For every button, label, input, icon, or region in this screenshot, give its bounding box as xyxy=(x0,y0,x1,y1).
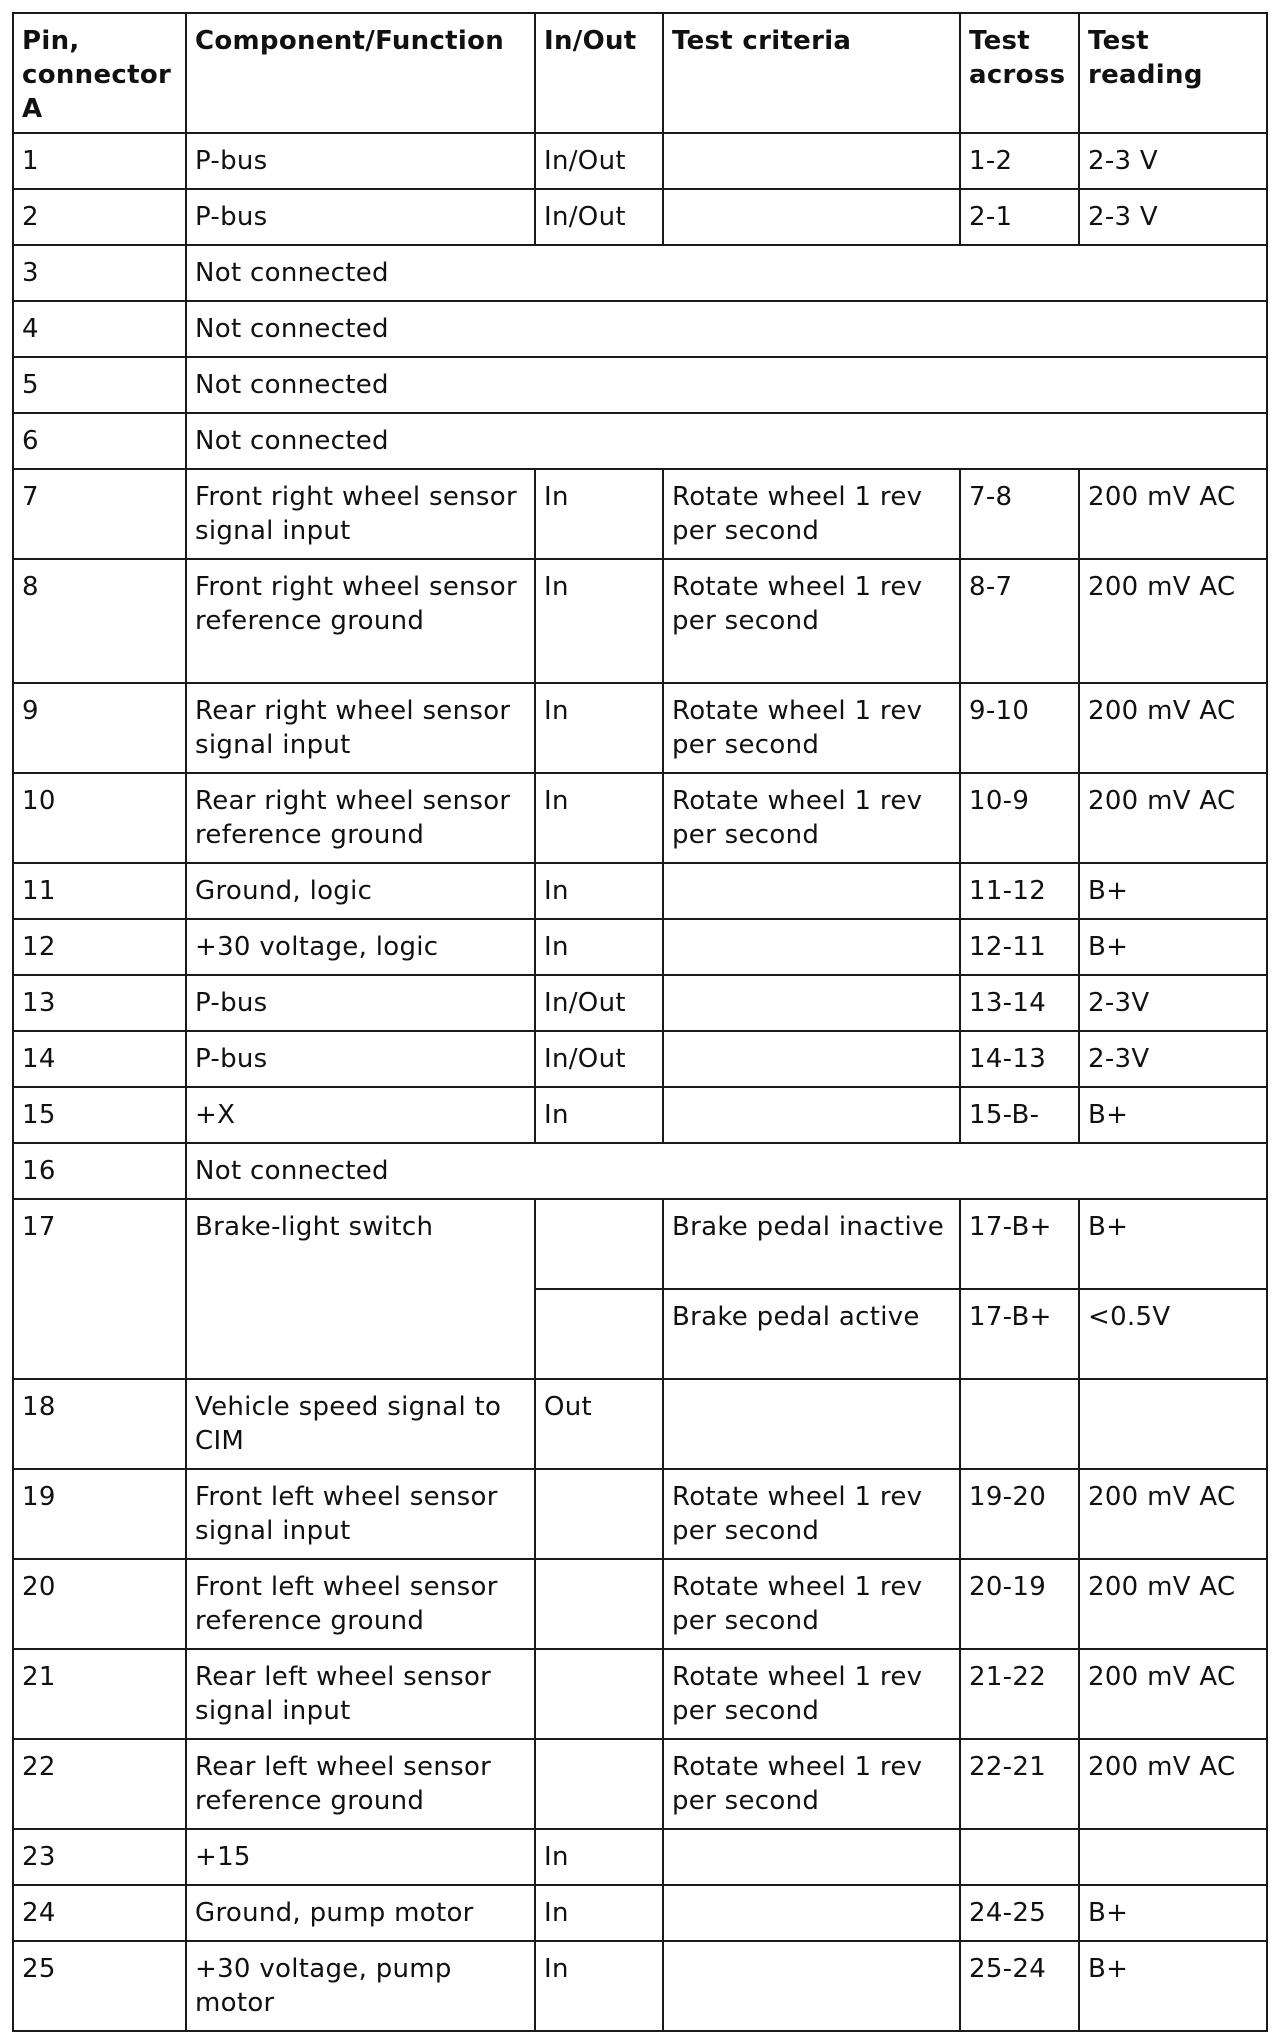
across-cell: 11-12 xyxy=(960,863,1079,919)
reading-cell: 2-3 V xyxy=(1079,189,1267,245)
component-cell: +15 xyxy=(186,1829,535,1885)
table-row xyxy=(13,1649,1267,1739)
reading-cell: B+ xyxy=(1079,1199,1267,1289)
criteria-cell xyxy=(663,975,960,1031)
table-row xyxy=(13,683,1267,773)
inout-cell: In/Out xyxy=(535,975,663,1031)
across-cell: 17-B+ xyxy=(960,1289,1079,1379)
pin-cell: 25 xyxy=(13,1941,186,2031)
inout-cell: In xyxy=(535,919,663,975)
inout-cell: In xyxy=(535,1829,663,1885)
criteria-cell: Rotate wheel 1 rev per second xyxy=(663,1649,960,1739)
pin-cell: 19 xyxy=(13,1469,186,1559)
table-row xyxy=(13,975,1267,1031)
reading-cell: 200 mV AC xyxy=(1079,469,1267,559)
reading-cell: B+ xyxy=(1079,1941,1267,2031)
inout-cell: In xyxy=(535,469,663,559)
inout-cell xyxy=(535,1469,663,1559)
component-cell: Front left wheel sensor reference ground xyxy=(186,1559,535,1649)
component-cell: Ground, pump motor xyxy=(186,1885,535,1941)
inout-cell: In xyxy=(535,773,663,863)
criteria-cell xyxy=(663,1031,960,1087)
component-cell: P-bus xyxy=(186,975,535,1031)
inout-cell xyxy=(535,1559,663,1649)
header-row xyxy=(13,13,1267,133)
pin-cell: 5 xyxy=(13,357,186,413)
across-cell: 21-22 xyxy=(960,1649,1079,1739)
pin-cell: 13 xyxy=(13,975,186,1031)
inout-cell: Out xyxy=(535,1379,663,1469)
component-cell: +30 voltage, logic xyxy=(186,919,535,975)
component-cell: Front right wheel sensor reference ground xyxy=(186,559,535,683)
pin-cell: 10 xyxy=(13,773,186,863)
reading-cell: 2-3V xyxy=(1079,1031,1267,1087)
pin-cell: 2 xyxy=(13,189,186,245)
table-row xyxy=(13,245,1267,301)
across-cell: 13-14 xyxy=(960,975,1079,1031)
criteria-cell xyxy=(663,133,960,189)
reading-cell: 2-3V xyxy=(1079,975,1267,1031)
pin-cell: 16 xyxy=(13,1143,186,1199)
across-cell: 20-19 xyxy=(960,1559,1079,1649)
component-cell: Not connected xyxy=(186,357,1267,413)
component-cell: Front right wheel sensor signal input xyxy=(186,469,535,559)
criteria-cell: Brake pedal inactive xyxy=(663,1199,960,1289)
component-cell: Rear right wheel sensor reference ground xyxy=(186,773,535,863)
component-cell: Rear left wheel sensor reference ground xyxy=(186,1739,535,1829)
across-cell: 1-2 xyxy=(960,133,1079,189)
reading-cell: 200 mV AC xyxy=(1079,683,1267,773)
across-cell: 24-25 xyxy=(960,1885,1079,1941)
pin-cell: 24 xyxy=(13,1885,186,1941)
pin-cell: 8 xyxy=(13,559,186,683)
pin-cell: 20 xyxy=(13,1559,186,1649)
across-cell: 22-21 xyxy=(960,1739,1079,1829)
component-cell: P-bus xyxy=(186,133,535,189)
reading-cell: B+ xyxy=(1079,1087,1267,1143)
component-cell: +X xyxy=(186,1087,535,1143)
table-row xyxy=(13,1143,1267,1199)
criteria-cell: Rotate wheel 1 rev per second xyxy=(663,469,960,559)
criteria-cell: Rotate wheel 1 rev per second xyxy=(663,1739,960,1829)
criteria-cell: Rotate wheel 1 rev per second xyxy=(663,559,960,683)
inout-cell: In/Out xyxy=(535,133,663,189)
reading-cell xyxy=(1079,1829,1267,1885)
criteria-cell xyxy=(663,1829,960,1885)
table-row xyxy=(13,1199,1267,1289)
table-row xyxy=(13,469,1267,559)
pin-table-body xyxy=(13,133,1267,2031)
inout-cell: In xyxy=(535,1941,663,2031)
inout-cell: In xyxy=(535,863,663,919)
table-row xyxy=(13,301,1267,357)
pin-cell: 6 xyxy=(13,413,186,469)
component-cell: Front left wheel sensor signal input xyxy=(186,1469,535,1559)
pin-cell: 14 xyxy=(13,1031,186,1087)
across-cell: 14-13 xyxy=(960,1031,1079,1087)
table-row xyxy=(13,1829,1267,1885)
criteria-cell xyxy=(663,863,960,919)
inout-cell: In/Out xyxy=(535,189,663,245)
across-cell: 19-20 xyxy=(960,1469,1079,1559)
reading-cell: <0.5V xyxy=(1079,1289,1267,1379)
header-across: Test across xyxy=(960,13,1079,133)
table-row xyxy=(13,413,1267,469)
header-reading: Test reading xyxy=(1079,13,1267,133)
across-cell: 10-9 xyxy=(960,773,1079,863)
across-cell xyxy=(960,1379,1079,1469)
table-row xyxy=(13,919,1267,975)
table-row xyxy=(13,773,1267,863)
pin-cell: 3 xyxy=(13,245,186,301)
table-row xyxy=(13,1087,1267,1143)
component-cell: Brake-light switch xyxy=(186,1199,535,1379)
inout-cell: In xyxy=(535,683,663,773)
component-cell: Not connected xyxy=(186,245,1267,301)
component-cell: +30 voltage, pump motor xyxy=(186,1941,535,2031)
pin-cell: 7 xyxy=(13,469,186,559)
reading-cell: 200 mV AC xyxy=(1079,773,1267,863)
criteria-cell xyxy=(663,1087,960,1143)
criteria-cell xyxy=(663,189,960,245)
across-cell: 2-1 xyxy=(960,189,1079,245)
component-cell: Rear left wheel sensor signal input xyxy=(186,1649,535,1739)
component-cell: Vehicle speed signal to CIM xyxy=(186,1379,535,1469)
reading-cell: B+ xyxy=(1079,919,1267,975)
inout-cell xyxy=(535,1739,663,1829)
reading-cell: 200 mV AC xyxy=(1079,1559,1267,1649)
criteria-cell: Rotate wheel 1 rev per second xyxy=(663,1469,960,1559)
across-cell: 8-7 xyxy=(960,559,1079,683)
pin-cell: 18 xyxy=(13,1379,186,1469)
table-row xyxy=(13,1031,1267,1087)
reading-cell xyxy=(1079,1379,1267,1469)
pin-cell: 22 xyxy=(13,1739,186,1829)
pin-cell: 4 xyxy=(13,301,186,357)
component-cell: Not connected xyxy=(186,1143,1267,1199)
across-cell: 15-B- xyxy=(960,1087,1079,1143)
component-cell: P-bus xyxy=(186,189,535,245)
component-cell: Not connected xyxy=(186,413,1267,469)
reading-cell: 200 mV AC xyxy=(1079,1649,1267,1739)
criteria-cell xyxy=(663,1379,960,1469)
reading-cell: 200 mV AC xyxy=(1079,1739,1267,1829)
pin-table xyxy=(12,12,1268,2032)
criteria-cell xyxy=(663,1885,960,1941)
table-row xyxy=(13,1941,1267,2031)
component-cell: Rear right wheel sensor signal input xyxy=(186,683,535,773)
table-row xyxy=(13,559,1267,683)
inout-cell: In xyxy=(535,1087,663,1143)
criteria-cell: Brake pedal active xyxy=(663,1289,960,1379)
table-row xyxy=(13,1469,1267,1559)
criteria-cell: Rotate wheel 1 rev per second xyxy=(663,1559,960,1649)
header-pin: Pin, connector A xyxy=(13,13,186,133)
across-cell: 12-11 xyxy=(960,919,1079,975)
criteria-cell xyxy=(663,919,960,975)
table-row xyxy=(13,357,1267,413)
reading-cell: 2-3 V xyxy=(1079,133,1267,189)
header-criteria: Test criteria xyxy=(663,13,960,133)
component-cell: Ground, logic xyxy=(186,863,535,919)
pin-cell: 23 xyxy=(13,1829,186,1885)
header-component: Component/Function xyxy=(186,13,535,133)
inout-cell xyxy=(535,1649,663,1739)
inout-cell: In xyxy=(535,1885,663,1941)
reading-cell: 200 mV AC xyxy=(1079,1469,1267,1559)
table-row xyxy=(13,1885,1267,1941)
inout-cell xyxy=(535,1199,663,1289)
table-row xyxy=(13,1739,1267,1829)
table-row xyxy=(13,189,1267,245)
pin-cell: 11 xyxy=(13,863,186,919)
reading-cell: B+ xyxy=(1079,1885,1267,1941)
across-cell xyxy=(960,1829,1079,1885)
component-cell: P-bus xyxy=(186,1031,535,1087)
criteria-cell xyxy=(663,1941,960,2031)
pin-cell: 15 xyxy=(13,1087,186,1143)
reading-cell: B+ xyxy=(1079,863,1267,919)
table-row xyxy=(13,1379,1267,1469)
pin-cell: 17 xyxy=(13,1199,186,1379)
across-cell: 9-10 xyxy=(960,683,1079,773)
pin-cell: 21 xyxy=(13,1649,186,1739)
reading-cell: 200 mV AC xyxy=(1079,559,1267,683)
inout-cell: In xyxy=(535,559,663,683)
pin-cell: 9 xyxy=(13,683,186,773)
inout-cell xyxy=(535,1289,663,1379)
criteria-cell: Rotate wheel 1 rev per second xyxy=(663,773,960,863)
across-cell: 7-8 xyxy=(960,469,1079,559)
table-row xyxy=(13,1559,1267,1649)
component-cell: Not connected xyxy=(186,301,1267,357)
table-row xyxy=(13,133,1267,189)
pin-cell: 12 xyxy=(13,919,186,975)
pin-cell: 1 xyxy=(13,133,186,189)
table-row xyxy=(13,863,1267,919)
header-inout: In/Out xyxy=(535,13,663,133)
criteria-cell: Rotate wheel 1 rev per second xyxy=(663,683,960,773)
across-cell: 25-24 xyxy=(960,1941,1079,2031)
across-cell: 17-B+ xyxy=(960,1199,1079,1289)
inout-cell: In/Out xyxy=(535,1031,663,1087)
